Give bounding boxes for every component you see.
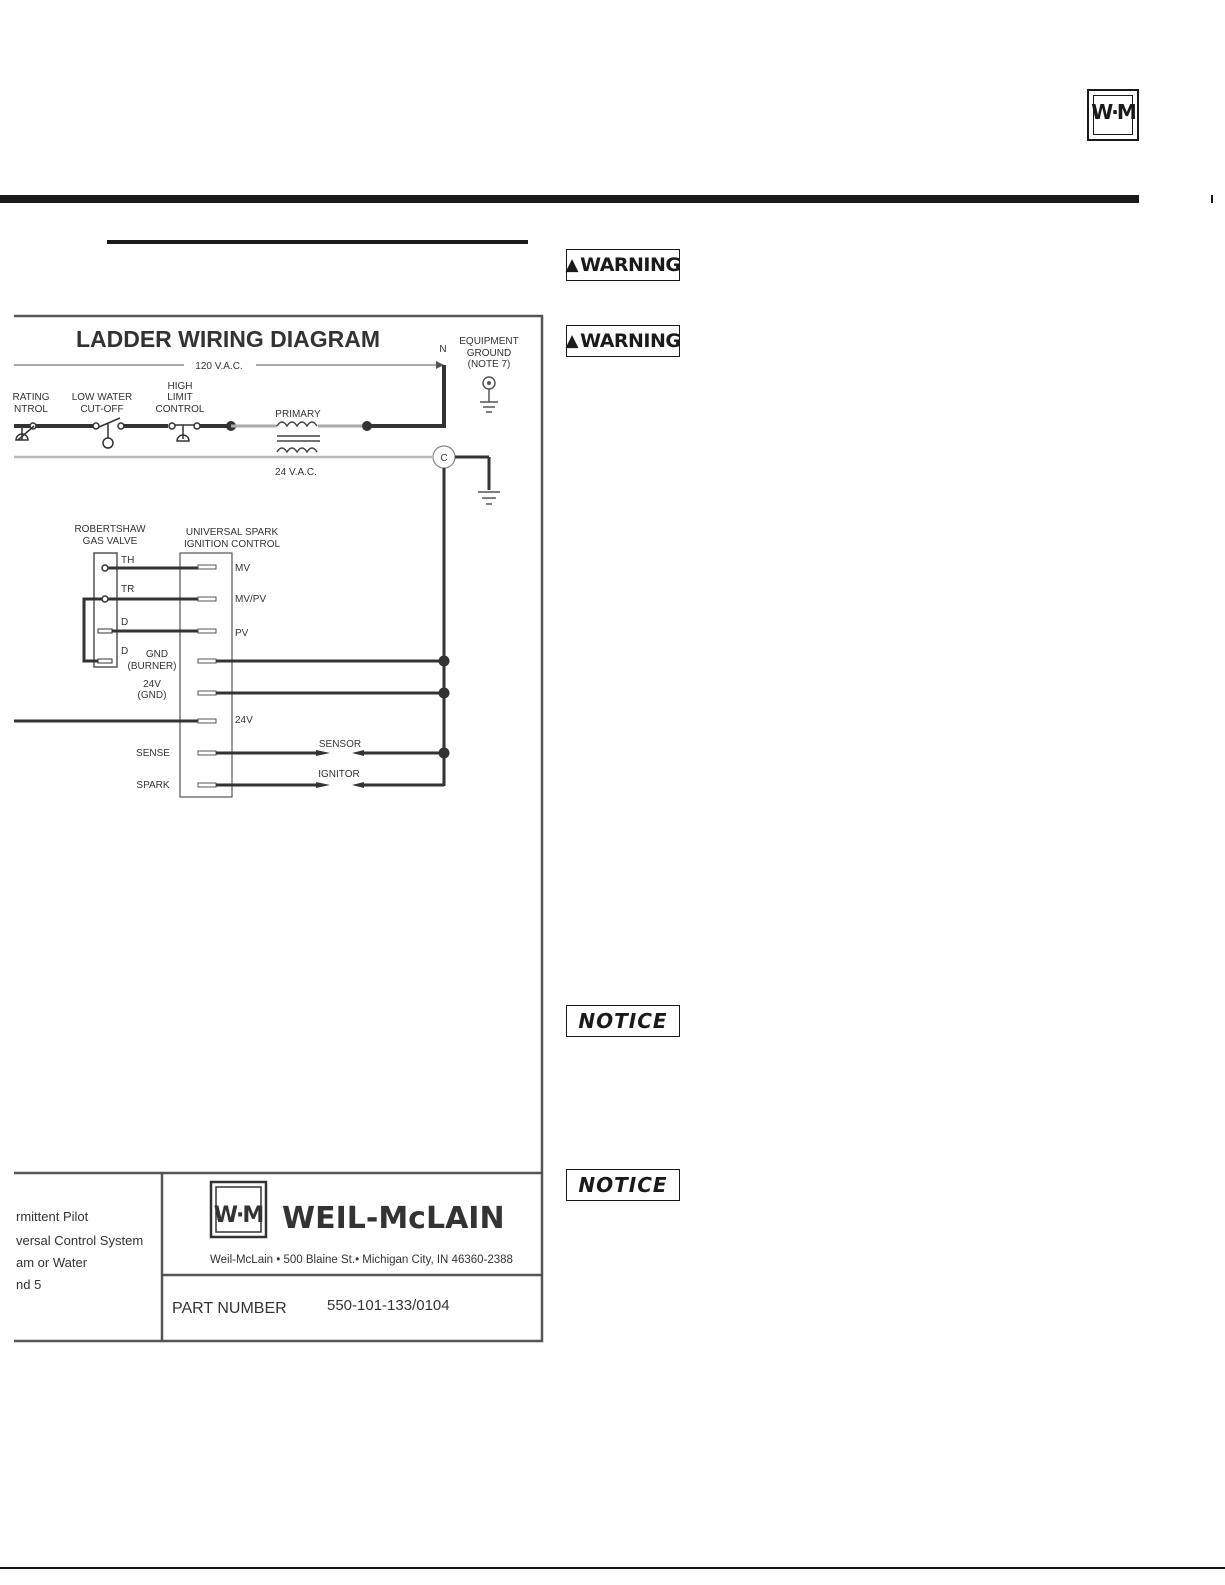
ignition-control-box bbox=[180, 553, 232, 797]
description-line-2: versal Control System bbox=[16, 1233, 144, 1248]
ignitor-label: IGNITOR bbox=[318, 769, 360, 780]
warning-triangle-icon: ▲ bbox=[565, 255, 579, 275]
secondary-label: 24 V.A.C. bbox=[275, 467, 317, 478]
gnd-24v-label-2: (GND) bbox=[137, 690, 167, 701]
warning-triangle-icon: ▲ bbox=[565, 331, 579, 351]
ignition-label-1: UNIVERSAL SPARK bbox=[185, 527, 279, 538]
brand-logo-text: W·M bbox=[213, 1203, 263, 1228]
sensor-label: SENSOR bbox=[318, 739, 362, 750]
notice-callout-2: NOTICE bbox=[566, 1169, 680, 1201]
voltage-label: 120 V.A.C. bbox=[195, 361, 243, 372]
description-line-1: rmittent Pilot bbox=[16, 1209, 89, 1224]
spark-label: SPARK bbox=[136, 780, 170, 791]
terminal-mv-pv: MV/PV bbox=[235, 594, 267, 605]
low-water-float bbox=[103, 438, 113, 448]
brand-address: Weil-McLain • 500 Blaine St.• Michigan City, IN 46360-2388 bbox=[210, 1254, 513, 1266]
high-limit-label-1: HIGH bbox=[167, 381, 193, 392]
low-water-contact bbox=[93, 423, 99, 429]
logo-text: W·M bbox=[1091, 100, 1135, 124]
gnd-burner-label-1: GND bbox=[145, 649, 169, 660]
sense-label: SENSE bbox=[136, 748, 170, 759]
footer-rule bbox=[0, 1567, 1225, 1569]
gas-valve-label-2: GAS VALVE bbox=[82, 536, 138, 547]
junction-dot bbox=[439, 688, 450, 699]
operating-control-label-2: NTROL bbox=[14, 404, 48, 415]
transformer-primary-coil bbox=[277, 422, 317, 426]
low-water-label-2: CUT-OFF bbox=[80, 404, 124, 415]
notice-callout-1: NOTICE bbox=[566, 1005, 680, 1037]
ignition-label-2: IGNITION CONTROL bbox=[183, 539, 281, 550]
transformer-secondary-coil bbox=[277, 448, 317, 452]
header-rule-tick bbox=[1211, 195, 1213, 203]
high-limit-contact bbox=[169, 423, 175, 429]
description-line-4: nd 5 bbox=[16, 1277, 42, 1292]
diagram-title: LADDER WIRING DIAGRAM bbox=[75, 326, 381, 352]
terminal-24v: 24V bbox=[235, 715, 253, 726]
valve-terminal-tr: TR bbox=[121, 584, 135, 595]
part-number-value: 550-101-133/0104 bbox=[327, 1297, 450, 1314]
high-limit-label-3: CONTROL bbox=[155, 404, 205, 415]
primary-label: PRIMARY bbox=[275, 409, 321, 420]
weil-mclain-logo bbox=[1087, 89, 1139, 141]
part-number-label: PART NUMBER bbox=[172, 1300, 287, 1317]
c-label: C bbox=[440, 453, 448, 464]
valve-terminal-th: TH bbox=[121, 555, 135, 566]
ladder-wiring-diagram bbox=[0, 0, 560, 1360]
operating-control-label-1: RATING bbox=[12, 392, 50, 403]
description-line-3: am or Water bbox=[16, 1255, 88, 1270]
n-label: N bbox=[439, 344, 447, 355]
gnd-burner-label-2: (BURNER) bbox=[127, 661, 177, 672]
gas-valve-label-1: ROBERTSHAW bbox=[74, 524, 146, 535]
valve-terminal-d2: D bbox=[121, 646, 129, 657]
warning-callout-1: ▲ WARNING bbox=[566, 249, 680, 281]
high-limit-label-2: LIMIT bbox=[167, 392, 193, 403]
equipment-ground-label-3: (NOTE 7) bbox=[467, 359, 511, 370]
junction-dot bbox=[439, 656, 450, 667]
brand-name: WEIL-McLAIN bbox=[282, 1201, 505, 1236]
junction-dot bbox=[439, 748, 450, 759]
equipment-ground-label-2: GROUND bbox=[466, 348, 512, 359]
terminal-mv: MV bbox=[235, 563, 250, 574]
low-water-label-1: LOW WATER bbox=[71, 392, 133, 403]
terminal-pv: PV bbox=[235, 628, 249, 639]
valve-terminal-d1: D bbox=[121, 617, 129, 628]
gnd-24v-label-1: 24V bbox=[143, 679, 161, 690]
warning-callout-2: ▲ WARNING bbox=[566, 325, 680, 357]
equipment-ground-label-1: EQUIPMENT bbox=[459, 336, 519, 347]
